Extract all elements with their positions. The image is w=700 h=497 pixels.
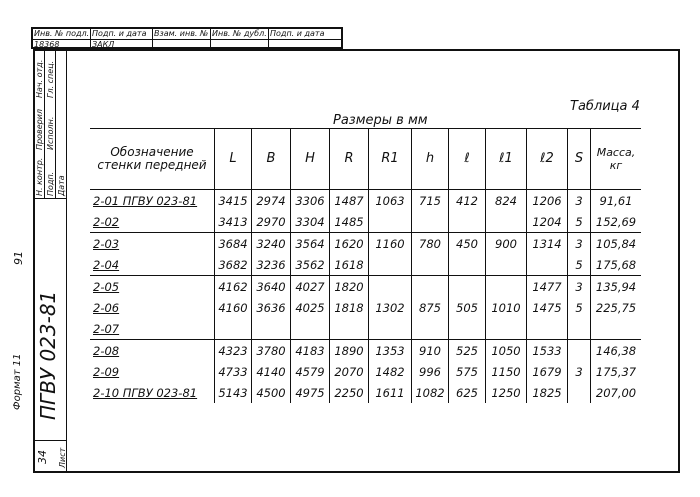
cell-value — [527, 318, 568, 340]
cell-value: 1611 — [369, 382, 412, 403]
cell-value: 875 — [412, 297, 449, 318]
header-L: L — [215, 129, 252, 190]
cell-value — [412, 276, 449, 298]
table-row — [90, 211, 641, 233]
cell-value: 175,68 — [591, 254, 642, 276]
cell-value: 1485 — [330, 211, 369, 233]
cell-value: 1620 — [330, 233, 369, 255]
side-column-line — [66, 49, 67, 473]
document-code: ПГВУ 023-81 — [36, 290, 60, 420]
table-body — [90, 190, 641, 404]
side-stamp-label: Подп. — [46, 171, 55, 196]
cell-value — [568, 382, 591, 403]
side-stamp-label: Исполн. — [46, 116, 55, 150]
cell-value: 824 — [486, 190, 527, 212]
table-bottom-rule — [90, 472, 680, 473]
cell-value: 505 — [449, 297, 486, 318]
cell-value — [568, 340, 591, 362]
cell-value — [215, 318, 252, 340]
table-header-row — [90, 129, 641, 190]
cell-value: 4140 — [252, 361, 291, 382]
cell-value: 1679 — [527, 361, 568, 382]
side-stamp-label: Гл. спец. — [46, 60, 55, 98]
header-l1: ℓ1 — [486, 129, 527, 190]
cell-value: 5 — [568, 254, 591, 276]
cell-value: 1204 — [527, 211, 568, 233]
header-l: ℓ — [449, 129, 486, 190]
row-designation: 2-04 — [90, 254, 215, 276]
units-caption: Размеры в мм — [333, 113, 428, 128]
cell-value: 1302 — [369, 297, 412, 318]
cell-value: 575 — [449, 361, 486, 382]
side-stamp-line — [55, 49, 56, 199]
top-stamp — [31, 27, 343, 49]
cell-value — [449, 318, 486, 340]
cell-value: 4027 — [291, 276, 330, 298]
cell-value: 105,84 — [591, 233, 642, 255]
row-designation: 2-03 — [93, 236, 120, 251]
cell-value: 625 — [449, 382, 486, 403]
cell-value — [486, 211, 527, 233]
cell-value: 1487 — [330, 190, 369, 212]
cell-value: 1206 — [527, 190, 568, 212]
header-mass: Масса, кг — [591, 129, 642, 190]
cell-value: 1818 — [330, 297, 369, 318]
cell-value: 4183 — [291, 340, 330, 362]
cell-value: 525 — [449, 340, 486, 362]
cell-value: 1314 — [527, 233, 568, 255]
sheet-number: 34 — [36, 450, 49, 464]
cell-value: 3413 — [215, 211, 252, 233]
cell-value — [486, 254, 527, 276]
cell-value: 4733 — [215, 361, 252, 382]
cell-value: 1475 — [527, 297, 568, 318]
sheet-label: Лист — [58, 447, 67, 468]
cell-value: 3564 — [291, 233, 330, 255]
cell-value: 4323 — [215, 340, 252, 362]
cell-value: 1482 — [369, 361, 412, 382]
stamp-header: Подп. и дата — [270, 29, 325, 38]
stamp-value: 18368 — [33, 40, 91, 50]
cell-value: 715 — [412, 190, 449, 212]
table-row — [90, 276, 641, 298]
cell-value: 175,37 — [591, 361, 642, 382]
row-designation: 2-08 — [93, 343, 120, 358]
cell-value: 135,94 — [591, 276, 642, 298]
cell-value: 3780 — [252, 340, 291, 362]
row-designation: 2-01 ПГВУ 023-81 — [93, 193, 198, 208]
table-row — [90, 382, 641, 403]
cell-value: 1353 — [369, 340, 412, 362]
cell-value — [568, 318, 591, 340]
cell-value: 2070 — [330, 361, 369, 382]
cell-value: 225,75 — [591, 297, 642, 318]
table-row — [90, 233, 641, 255]
cell-value — [330, 318, 369, 340]
stamp-value: ЗАКЛ — [91, 40, 153, 50]
header-B: B — [252, 129, 291, 190]
side-stamp-label: Дата — [57, 175, 66, 196]
cell-value: 1825 — [527, 382, 568, 403]
cell-value: 1250 — [486, 382, 527, 403]
cell-value: 1150 — [486, 361, 527, 382]
dimensions-table — [90, 128, 641, 403]
cell-value: 412 — [449, 190, 486, 212]
row-designation: 2-07 — [90, 318, 215, 340]
cell-value — [449, 254, 486, 276]
side-divider — [33, 198, 67, 199]
cell-value: 5143 — [215, 382, 252, 403]
table-row — [90, 297, 641, 318]
cell-value: 1618 — [330, 254, 369, 276]
side-stamp-label: Проверил — [35, 108, 44, 150]
header-R1: R1 — [369, 129, 412, 190]
header-designation: Обозначение стенки передней — [90, 129, 215, 190]
cell-value: 1082 — [412, 382, 449, 403]
header-R: R — [330, 129, 369, 190]
cell-value — [369, 254, 412, 276]
cell-value: 5 — [568, 211, 591, 233]
cell-value: 2974 — [252, 190, 291, 212]
cell-value: 1890 — [330, 340, 369, 362]
cell-value — [591, 318, 642, 340]
cell-value: 4160 — [215, 297, 252, 318]
cell-value: 3 — [568, 361, 591, 382]
cell-value: 1477 — [527, 276, 568, 298]
stamp-header: Инв. № подл. — [34, 29, 90, 38]
cell-value: 1820 — [330, 276, 369, 298]
cell-value — [291, 318, 330, 340]
cell-value — [369, 318, 412, 340]
header-h: h — [412, 129, 449, 190]
row-designation: 2-02 — [90, 211, 215, 233]
row-designation: 2-06 — [93, 300, 120, 315]
cell-value — [252, 318, 291, 340]
cell-value: 910 — [412, 340, 449, 362]
side-divider — [33, 440, 67, 441]
table-row — [90, 340, 641, 362]
cell-value — [369, 276, 412, 298]
cell-value — [412, 211, 449, 233]
row-designation: 2-05 — [93, 279, 120, 294]
cell-value: 2250 — [330, 382, 369, 403]
header-S: S — [568, 129, 591, 190]
side-stamp-label: Н. контр. — [35, 157, 44, 196]
cell-value: 3 — [568, 190, 591, 212]
row-designation: 2-10 ПГВУ 023-81 — [93, 385, 198, 400]
table-row — [90, 190, 641, 212]
cell-value: 3304 — [291, 211, 330, 233]
cell-value — [527, 254, 568, 276]
cell-value: 3 — [568, 276, 591, 298]
stamp-header: Подп. и дата — [91, 29, 153, 39]
table-row — [90, 318, 641, 340]
cell-value: 1063 — [369, 190, 412, 212]
cell-value: 3306 — [291, 190, 330, 212]
stamp-header: Инв. № дубл. — [211, 29, 269, 39]
table-row — [90, 361, 641, 382]
cell-value: 1160 — [369, 233, 412, 255]
cell-value: 1533 — [527, 340, 568, 362]
side-stamp-label: Нач. отд. — [35, 59, 44, 98]
cell-value: 1010 — [486, 297, 527, 318]
header-l2: ℓ2 — [527, 129, 568, 190]
cell-value — [449, 211, 486, 233]
cell-value: 3236 — [252, 254, 291, 276]
cell-value: 3684 — [215, 233, 252, 255]
cell-value: 4975 — [291, 382, 330, 403]
cell-value — [412, 318, 449, 340]
cell-value: 780 — [412, 233, 449, 255]
cell-value: 3636 — [252, 297, 291, 318]
cell-value: 3682 — [215, 254, 252, 276]
cell-value: 91,61 — [591, 190, 642, 212]
cell-value — [449, 276, 486, 298]
cell-value: 152,69 — [591, 211, 642, 233]
cell-value: 3562 — [291, 254, 330, 276]
table-caption: Таблица 4 — [570, 99, 640, 114]
cell-value: 3640 — [252, 276, 291, 298]
cell-value: 3 — [568, 233, 591, 255]
cell-value: 207,00 — [591, 382, 642, 403]
cell-value: 4162 — [215, 276, 252, 298]
cell-value: 1050 — [486, 340, 527, 362]
cell-value: 3240 — [252, 233, 291, 255]
side-stamp-line — [44, 49, 45, 199]
cell-value: 146,38 — [591, 340, 642, 362]
cell-value — [412, 254, 449, 276]
cell-value: 996 — [412, 361, 449, 382]
cell-value: 4025 — [291, 297, 330, 318]
stamp-header: Взам. инв. № — [153, 29, 211, 39]
page-number: 91 — [12, 251, 25, 265]
cell-value: 4500 — [252, 382, 291, 403]
cell-value: 450 — [449, 233, 486, 255]
format-label: Формат 11 — [12, 353, 23, 410]
cell-value: 4579 — [291, 361, 330, 382]
row-designation: 2-09 — [93, 364, 120, 379]
cell-value: 5 — [568, 297, 591, 318]
cell-value — [369, 211, 412, 233]
cell-value: 3415 — [215, 190, 252, 212]
header-H: H — [291, 129, 330, 190]
cell-value: 2970 — [252, 211, 291, 233]
cell-value — [486, 276, 527, 298]
cell-value — [486, 318, 527, 340]
cell-value: 900 — [486, 233, 527, 255]
table-row — [90, 254, 641, 276]
